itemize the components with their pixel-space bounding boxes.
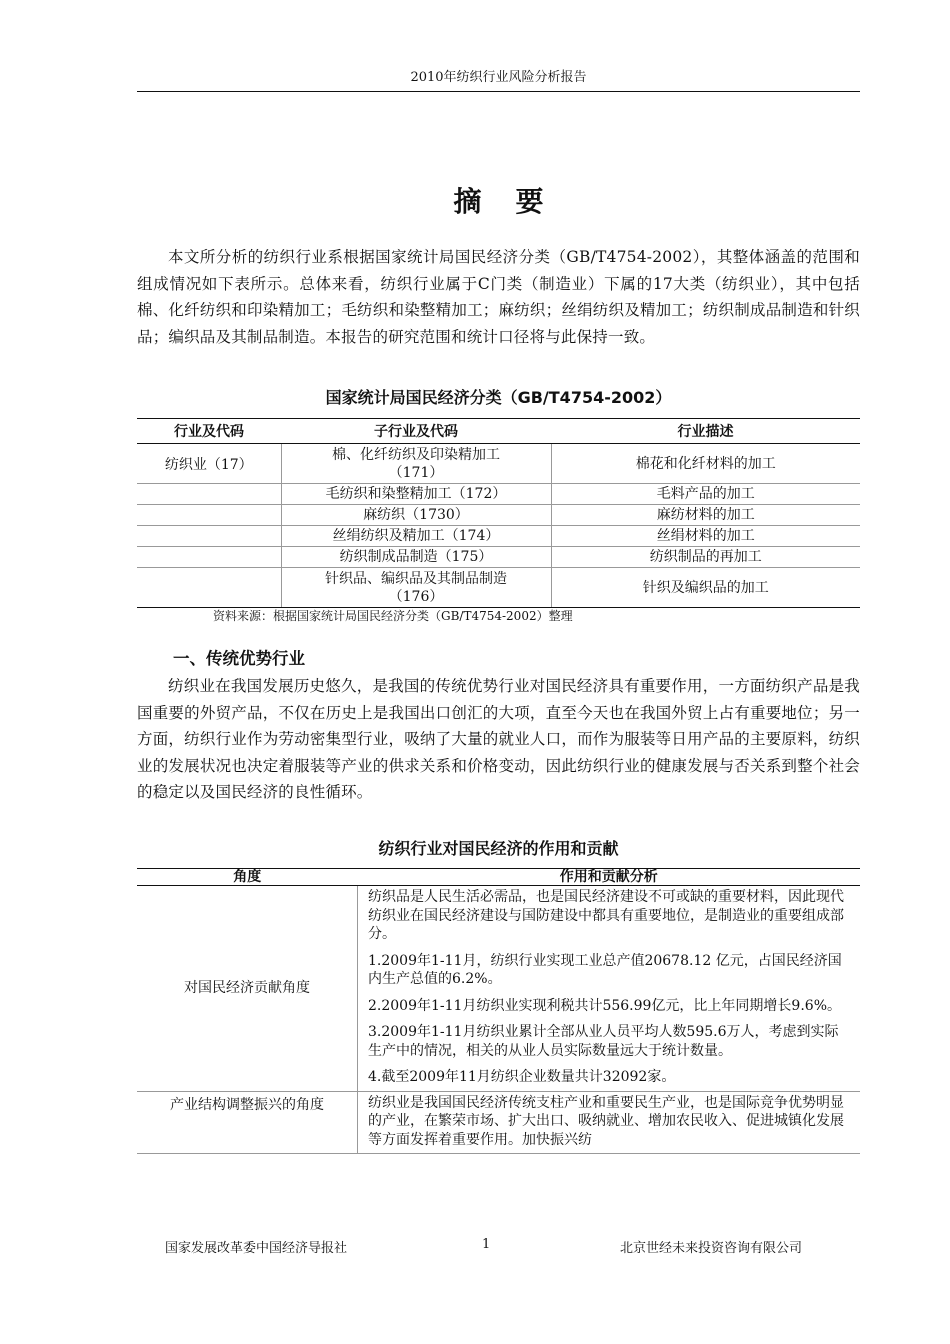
analysis-paragraph: 1.2009年1-11月，纺织行业实现工业总产值20678.12 亿元，占国民经济国内生产总值的6.2%。: [368, 952, 842, 987]
footer-right: 北京世经未来投资咨询有限公司: [620, 1241, 803, 1256]
table-row: [137, 1091, 860, 1154]
subindustry-cell: 麻纺织（1730）: [281, 505, 551, 526]
table-row: [137, 484, 860, 505]
industry-cell-empty: [137, 526, 281, 547]
industry-cell-empty: [137, 547, 281, 568]
column-header: 角度: [137, 869, 358, 886]
table-row: [137, 505, 860, 526]
analysis-paragraph: 3.2009年1-11月纺织业累计全部从业人员平均人数595.6万人，考虑到实际生产中的情况，相关的从业人员实际数量远大于统计数量。: [368, 1024, 839, 1059]
angle-cell: 产业结构调整振兴的角度: [137, 1091, 358, 1154]
analysis-cell: [358, 1091, 861, 1154]
column-header: 作用和贡献分析: [358, 869, 861, 886]
page-number: 1: [482, 1237, 491, 1252]
section-heading: 一、传统优势行业: [173, 649, 305, 668]
table1-source-note: 资料来源：根据国家统计局国民经济分类（GB/T4754-2002）整理: [213, 609, 573, 623]
classification-table: [137, 418, 860, 608]
table-row: [137, 526, 860, 547]
subindustry-cell: 棉、化纤纺织及印染精加工（171）: [281, 444, 551, 484]
intro-paragraph: 本文所分析的纺织行业系根据国家统计局国民经济分类（GB/T4754-2002），其整体涵盖的范围和组成情况如下表所示。总体来看，纺织行业属于C门类（制造业）下属的17大类（纺织业），其中包括棉、化纤纺织和印染精加工；毛纺织和染整精加工；麻纺织；丝绢纺织及精加工；纺织制成品制造和针织品；编织品及其制品制造。本报告的研究范围和统计口径将与此保持一致。: [137, 248, 860, 346]
subindustry-cell: 纺织制成品制造（175）: [281, 547, 551, 568]
page-title: 摘要: [453, 185, 578, 218]
table-row: [137, 886, 860, 1092]
description-cell: 针织及编织品的加工: [551, 568, 860, 608]
contribution-table: [137, 868, 860, 1154]
column-header: 行业及代码: [137, 419, 281, 444]
column-header: 行业描述: [551, 419, 860, 444]
table-row: [137, 568, 860, 608]
analysis-paragraph: 4.截至2009年11月纺织企业数量共计32092家。: [368, 1069, 676, 1085]
industry-cell-empty: [137, 568, 281, 608]
section1-paragraph: 纺织业在我国发展历史悠久，是我国的传统优势行业对国民经济具有重要作用，一方面纺织产品是我国重要的外贸产品，不仅在历史上是我国出口创汇的大项，直至今天也在我国外贸上占有重要地位；另一方面，纺织行业作为劳动密集型行业，吸纳了大量的就业人口，而作为服装等日用产品的主要原料，纺织业的发展状况也决定着服装等产业的供求关系和价格变动，因此纺织行业的健康发展与否关系到整个社会的稳定以及国民经济的良性循环。: [137, 677, 860, 801]
angle-cell: 对国民经济贡献角度: [137, 886, 358, 1092]
running-header: 2010年纺织行业风险分析报告: [137, 66, 860, 92]
column-header: 子行业及代码: [281, 419, 551, 444]
table-row: [137, 444, 860, 484]
footer-left: 国家发展改革委中国经济导报社: [165, 1241, 348, 1256]
industry-cell: 纺织业（17）: [137, 444, 281, 484]
subindustry-cell: 丝绢纺织及精加工（174）: [281, 526, 551, 547]
table1-title: 国家统计局国民经济分类（GB/T4754-2002）: [325, 388, 672, 407]
subindustry-cell: 针织品、编织品及其制品制造（176）: [281, 568, 551, 608]
table-header-row: [137, 419, 860, 444]
table-row: [137, 547, 860, 568]
analysis-paragraph: 纺织品是人民生活必需品，也是国民经济建设不可或缺的重要材料，因此现代纺织业在国民经济建设与国防建设中都具有重要地位，是制造业的重要组成部分。: [368, 889, 844, 942]
description-cell: 丝绢材料的加工: [551, 526, 860, 547]
analysis-cell: [358, 886, 861, 1092]
description-cell: 麻纺材料的加工: [551, 505, 860, 526]
analysis-paragraph: 2.2009年1-11月纺织业实现利税共计556.99亿元，比上年同期增长9.6%。: [368, 997, 841, 1014]
table-header-row: [137, 869, 860, 886]
industry-cell-empty: [137, 484, 281, 505]
subindustry-cell: 毛纺织和染整精加工（172）: [281, 484, 551, 505]
analysis-paragraph: 纺织业是我国国民经济传统支柱产业和重要民生产业，也是国际竞争优势明显的产业，在繁荣市场、扩大出口、吸纳就业、增加农民收入、促进城镇化发展等方面发挥着重要作用。加快振兴纺: [368, 1094, 844, 1148]
table2-title: 纺织行业对国民经济的作用和贡献: [378, 839, 619, 858]
description-cell: 棉花和化纤材料的加工: [551, 444, 860, 484]
description-cell: 纺织制品的再加工: [551, 547, 860, 568]
description-cell: 毛料产品的加工: [551, 484, 860, 505]
industry-cell-empty: [137, 505, 281, 526]
